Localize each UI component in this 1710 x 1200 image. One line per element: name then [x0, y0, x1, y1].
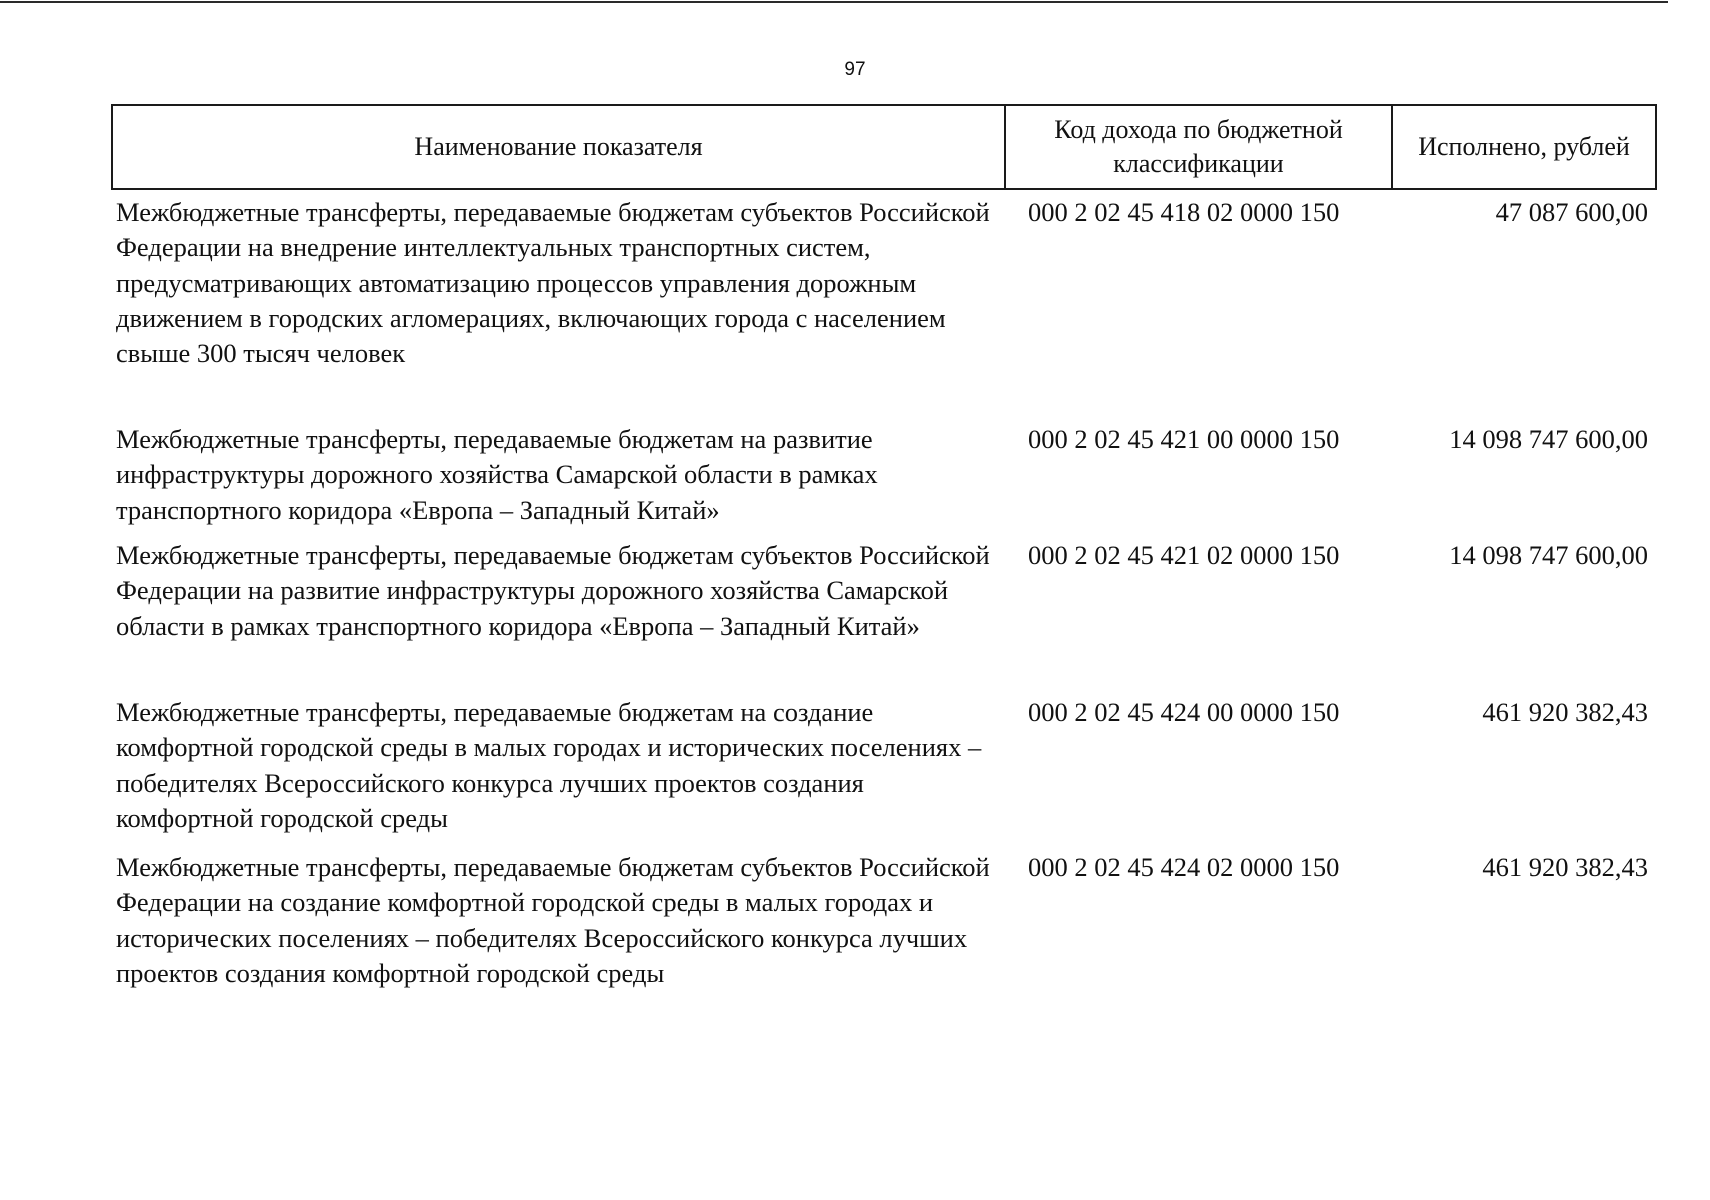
page-number: 97 — [844, 59, 866, 80]
revenue-code: 000 2 02 45 421 00 0000 150 — [1028, 424, 1340, 454]
table-header — [111, 104, 1657, 190]
indicator-name: Межбюджетные трансферты, передаваемые бюджетам субъектов Российской Федерации на создание комфортной городской среды в малых городах и исторических поселениях – победителях Всероссийского конкурса лучших проектов создания комфортной городской среды — [116, 852, 990, 988]
revenue-code: 000 2 02 45 424 02 0000 150 — [1028, 852, 1340, 882]
indicator-name: Межбюджетные трансферты, передаваемые бюджетам субъектов Российской Федерации на развитие инфраструктуры дорожного хозяйства Самарской области в рамках транспортного коридора «Европа – Западный Китай» — [116, 540, 990, 641]
executed-amount: 461 920 382,43 — [1482, 697, 1648, 727]
header-executed-amount: Исполнено, рублей — [1391, 106, 1655, 188]
table-row — [111, 422, 1657, 538]
table-row — [111, 850, 1657, 1030]
header-indicator-name: Наименование показателя — [414, 132, 703, 161]
executed-amount: 47 087 600,00 — [1495, 197, 1648, 227]
indicator-name: Межбюджетные трансферты, передаваемые бюджетам на развитие инфраструктуры дорожного хозяйства Самарской области в рамках транспортного коридора «Европа – Западный Китай» — [116, 424, 878, 525]
table-row — [111, 195, 1657, 402]
header-revenue-code: Код дохода по бюджетной классификации — [1004, 106, 1391, 188]
revenue-table — [111, 104, 1657, 1030]
revenue-code: 000 2 02 45 421 02 0000 150 — [1028, 540, 1340, 570]
table-row — [111, 695, 1657, 850]
revenue-code: 000 2 02 45 418 02 0000 150 — [1028, 197, 1340, 227]
table-row — [111, 538, 1657, 695]
indicator-name: Межбюджетные трансферты, передаваемые бюджетам субъектов Российской Федерации на внедрение интеллектуальных транспортных систем, предусматривающих автоматизацию процессов управления дорожным движением в городских агломерациях, включающих города с населением свыше 300 тысяч человек — [116, 197, 990, 369]
executed-amount: 14 098 747 600,00 — [1449, 540, 1648, 570]
indicator-name: Межбюджетные трансферты, передаваемые бюджетам на создание комфортной городской среды в малых городах и исторических поселениях – победителях Всероссийского конкурса лучших проектов создания комфортной городской среды — [116, 697, 982, 833]
executed-amount: 14 098 747 600,00 — [1449, 424, 1648, 454]
executed-amount: 461 920 382,43 — [1482, 852, 1648, 882]
top-border-line — [0, 1, 1668, 3]
revenue-code: 000 2 02 45 424 00 0000 150 — [1028, 697, 1340, 727]
